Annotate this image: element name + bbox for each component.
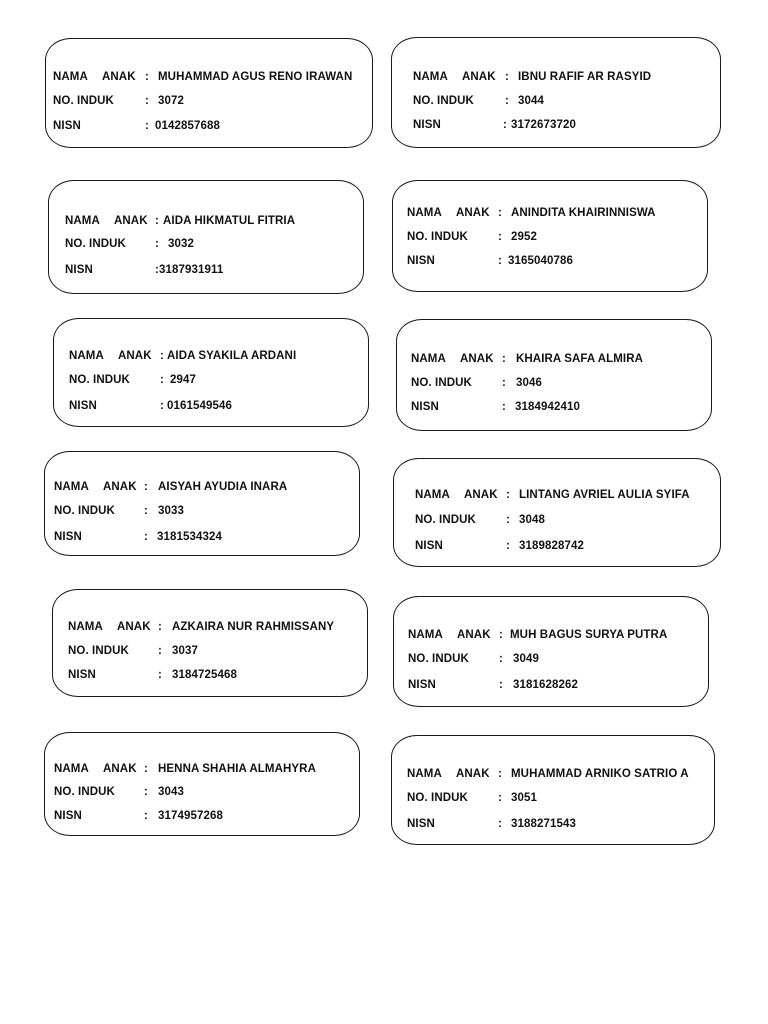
anak-label: ANAK (114, 215, 148, 227)
student-name: AZKAIRA NUR RAHMISSANY (172, 621, 335, 633)
nama-label: NAMA (65, 215, 100, 227)
colon: : (144, 531, 148, 543)
no-induk-value: 2952 (511, 231, 537, 243)
colon: : (498, 231, 502, 243)
no-induk-label: NO. INDUK (53, 95, 114, 107)
nisn-value: 3187931911 (159, 264, 224, 276)
colon: : (160, 400, 164, 412)
colon: : (502, 353, 506, 365)
colon: : (144, 481, 148, 493)
nisn-label: NISN (413, 119, 441, 131)
nisn-label: NISN (411, 401, 439, 413)
colon: : (499, 679, 503, 691)
nisn-label: NISN (69, 400, 97, 412)
nama-label: NAMA (415, 489, 450, 501)
colon: : (158, 621, 162, 633)
nisn-label: NISN (407, 255, 435, 267)
colon: : (502, 377, 506, 389)
nisn-value: 3181534324 (157, 531, 222, 543)
anak-label: ANAK (103, 481, 137, 493)
colon: : (498, 768, 502, 780)
no-induk-label: NO. INDUK (54, 786, 115, 798)
anak-label: ANAK (118, 350, 152, 362)
colon: : (145, 95, 149, 107)
student-name: AISYAH AYUDIA INARA (158, 481, 288, 493)
no-induk-value: 3046 (516, 377, 542, 389)
no-induk-label: NO. INDUK (408, 653, 469, 665)
nisn-value: 0161549546 (167, 400, 232, 412)
colon: : (498, 255, 502, 267)
no-induk-label: NO. INDUK (407, 792, 468, 804)
colon: : (155, 238, 159, 250)
anak-label: ANAK (117, 621, 151, 633)
no-induk-label: NO. INDUK (65, 238, 126, 250)
student-card (396, 319, 712, 431)
nisn-value: 3184725468 (172, 669, 237, 681)
nama-label: NAMA (407, 768, 442, 780)
no-induk-value: 3049 (513, 653, 539, 665)
student-name: AIDA SYAKILA ARDANI (167, 350, 297, 362)
anak-label: ANAK (103, 763, 137, 775)
nama-label: NAMA (68, 621, 103, 633)
student-name: HENNA SHAHIA ALMAHYRA (158, 763, 316, 775)
student-name: IBNU RAFIF AR RASYID (518, 71, 652, 83)
no-induk-value: 3032 (168, 238, 194, 250)
no-induk-value: 3048 (519, 514, 545, 526)
colon: : (498, 818, 502, 830)
colon: : (505, 95, 509, 107)
colon: : (144, 505, 148, 517)
no-induk-label: NO. INDUK (54, 505, 115, 517)
nisn-value: 3165040786 (508, 255, 573, 267)
nisn-label: NISN (54, 531, 82, 543)
no-induk-label: NO. INDUK (69, 374, 130, 386)
nama-label: NAMA (53, 71, 88, 83)
no-induk-label: NO. INDUK (413, 95, 474, 107)
nisn-label: NISN (407, 818, 435, 830)
student-name: KHAIRA SAFA ALMIRA (516, 353, 644, 365)
colon: : (155, 264, 159, 276)
student-card (48, 180, 364, 294)
colon: : (498, 207, 502, 219)
colon: : (155, 215, 159, 227)
anak-label: ANAK (457, 629, 491, 641)
nisn-value: 0142857688 (155, 120, 220, 132)
student-name: ANINDITA KHAIRINNISWA (511, 207, 656, 219)
student-name: LINTANG AVRIEL AULIA SYIFA (519, 489, 690, 501)
student-card (391, 37, 721, 148)
no-induk-label: NO. INDUK (411, 377, 472, 389)
no-induk-value: 3033 (158, 505, 184, 517)
nisn-value: 3181628262 (513, 679, 578, 691)
nisn-value: 3189828742 (519, 540, 584, 552)
no-induk-value: 3037 (172, 645, 198, 657)
nisn-label: NISN (408, 679, 436, 691)
nisn-label: NISN (68, 669, 96, 681)
colon: : (145, 120, 149, 132)
anak-label: ANAK (456, 768, 490, 780)
colon: : (503, 119, 507, 131)
colon: : (144, 786, 148, 798)
nisn-value: 3188271543 (511, 818, 576, 830)
colon: : (145, 71, 149, 83)
nisn-value: 3184942410 (515, 401, 580, 413)
no-induk-label: NO. INDUK (68, 645, 129, 657)
no-induk-value: 3043 (158, 786, 184, 798)
anak-label: ANAK (102, 71, 136, 83)
nama-label: NAMA (407, 207, 442, 219)
anak-label: ANAK (462, 71, 496, 83)
colon: : (499, 653, 503, 665)
colon: : (160, 374, 164, 386)
nama-label: NAMA (54, 481, 89, 493)
anak-label: ANAK (460, 353, 494, 365)
colon: : (498, 792, 502, 804)
student-name: MUH BAGUS SURYA PUTRA (510, 629, 668, 641)
no-induk-value: 3044 (518, 95, 544, 107)
no-induk-label: NO. INDUK (415, 514, 476, 526)
colon: : (144, 810, 148, 822)
no-induk-value: 3072 (158, 95, 184, 107)
student-name: MUHAMMAD ARNIKO SATRIO A (511, 768, 689, 780)
colon: : (158, 669, 162, 681)
nama-label: NAMA (408, 629, 443, 641)
nisn-value: 3172673720 (511, 119, 576, 131)
no-induk-label: NO. INDUK (407, 231, 468, 243)
nama-label: NAMA (413, 71, 448, 83)
nama-label: NAMA (54, 763, 89, 775)
anak-label: ANAK (464, 489, 498, 501)
student-name: MUHAMMAD AGUS RENO IRAWAN (158, 71, 353, 83)
colon: : (158, 645, 162, 657)
no-induk-value: 3051 (511, 792, 537, 804)
colon: : (506, 489, 510, 501)
nisn-label: NISN (65, 264, 93, 276)
anak-label: ANAK (456, 207, 490, 219)
no-induk-value: 2947 (170, 374, 196, 386)
colon: : (502, 401, 506, 413)
colon: : (499, 629, 503, 641)
colon: : (506, 540, 510, 552)
colon: : (160, 350, 164, 362)
colon: : (505, 71, 509, 83)
colon: : (506, 514, 510, 526)
nisn-label: NISN (53, 120, 81, 132)
colon: : (144, 763, 148, 775)
nisn-label: NISN (415, 540, 443, 552)
nama-label: NAMA (69, 350, 104, 362)
nisn-label: NISN (54, 810, 82, 822)
nisn-value: 3174957268 (158, 810, 223, 822)
student-name: AIDA HIKMATUL FITRIA (163, 215, 296, 227)
nama-label: NAMA (411, 353, 446, 365)
